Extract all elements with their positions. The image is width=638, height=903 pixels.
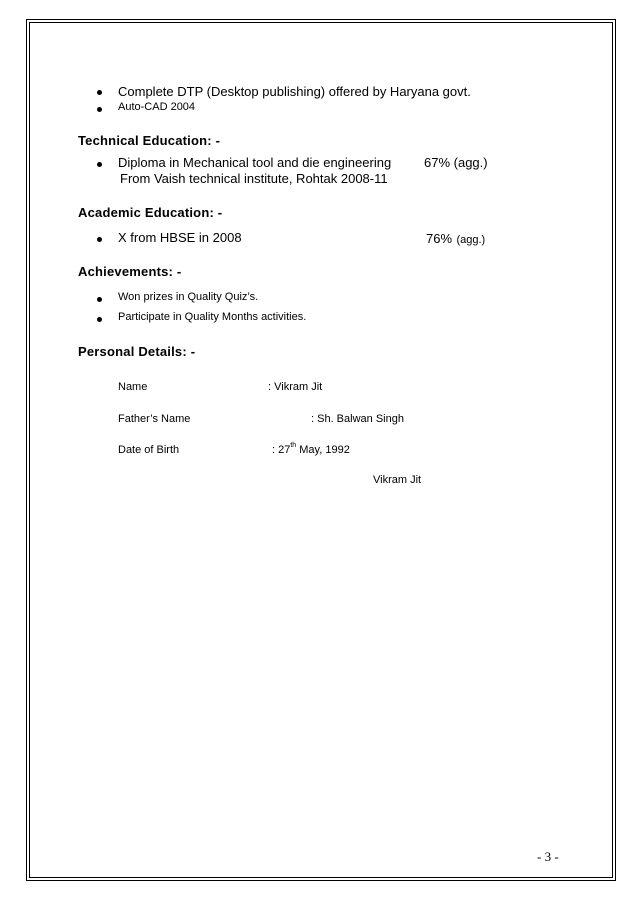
achievement-item: Participate in Quality Months activities. (118, 311, 307, 323)
achievements-heading: Achievements: - (78, 264, 182, 279)
technical-education-heading: Technical Education: - (78, 133, 221, 148)
page-number: - 3 - (537, 849, 559, 864)
signature-name: Vikram Jit (373, 474, 422, 486)
bullet-icon (97, 317, 102, 322)
dob-prefix: : 27 (272, 444, 291, 456)
personal-details-heading: Personal Details: - (78, 344, 196, 359)
father-name-value: : Sh. Balwan Singh (311, 413, 404, 425)
academic-item: X from HBSE in 2008 (118, 230, 242, 245)
bullet-icon (97, 297, 102, 302)
bullet-icon (97, 162, 102, 167)
training-item: Complete DTP (Desktop publishing) offered by Haryana govt. (118, 84, 471, 99)
training-item: Auto-CAD 2004 (118, 101, 196, 113)
bullet-icon (97, 90, 102, 95)
bullet-icon (97, 107, 102, 112)
bullet-icon (97, 237, 102, 242)
academic-score: 76% (426, 231, 453, 246)
academic-score-line (426, 230, 485, 248)
achievement-item: Won prizes in Quality Quiz’s. (118, 291, 259, 303)
dob-value (272, 444, 350, 456)
name-value: : Vikram Jit (268, 381, 323, 393)
academic-education-heading: Academic Education: - (78, 205, 223, 220)
technical-score: 67% (agg.) (424, 155, 488, 170)
father-name-label: Father’s Name (118, 413, 191, 425)
academic-score-suffix: (agg.) (456, 234, 486, 246)
dob-label: Date of Birth (118, 444, 180, 456)
technical-institute: From Vaish technical institute, Rohtak 2008-11 (120, 171, 388, 186)
name-label: Name (118, 381, 148, 393)
technical-item: Diploma in Mechanical tool and die engineering (118, 155, 392, 170)
dob-ordinal: th (290, 442, 297, 449)
dob-rest: May, 1992 (296, 444, 350, 456)
